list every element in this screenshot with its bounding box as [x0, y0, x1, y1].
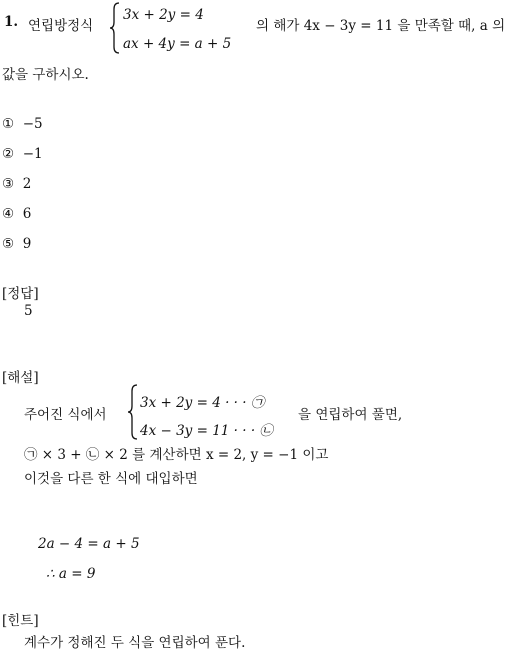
- solution-line2: ㉠ × 3 + ㉡ × 2 를 계산하면 x = 2, y = −1 이고: [24, 447, 329, 463]
- choice-value: −1: [22, 146, 43, 162]
- answer-heading: [정답]: [2, 286, 39, 302]
- solution-system-brace: [128, 384, 138, 440]
- choice-2[interactable]: [2, 146, 43, 162]
- answer-value: 5: [24, 303, 33, 319]
- solution-system-eq1: 3x + 2y = 4 · · · ㉠: [140, 395, 265, 411]
- choice-3[interactable]: [2, 176, 31, 192]
- choice-4[interactable]: [2, 206, 31, 222]
- hint-heading: [힌트]: [2, 613, 39, 629]
- choice-value: 9: [22, 236, 32, 252]
- solution-system-suffix: 을 연립하여 풀면,: [298, 407, 403, 423]
- question-number: 1.: [4, 14, 19, 30]
- choice-marker: ④: [2, 206, 15, 222]
- question-prefix: 연립방정식: [28, 18, 94, 34]
- choice-marker: ⑤: [2, 236, 15, 252]
- solution-eq1: 2a − 4 = a + 5: [38, 536, 140, 552]
- choice-5[interactable]: [2, 236, 31, 252]
- hint-text: 계수가 정해진 두 식을 연립하여 푼다.: [24, 635, 246, 651]
- solution-heading: [해설]: [2, 370, 39, 386]
- question-system-eq1: 3x + 2y = 4: [123, 7, 204, 23]
- choice-value: 2: [22, 176, 32, 192]
- solution-eq2: ∴ a = 9: [46, 566, 96, 582]
- question-condition: 의 해가 4x − 3y = 11 을 만족할 때, a 의: [256, 18, 506, 34]
- question-line2: 값을 구하시오.: [2, 67, 89, 83]
- question-system-eq2: ax + 4y = a + 5: [123, 36, 232, 52]
- solution-system-eq2: 4x − 3y = 11 · · · ㉡: [140, 423, 273, 439]
- choice-1[interactable]: [2, 116, 43, 132]
- choice-marker: ②: [2, 146, 15, 162]
- question-system-brace: [110, 2, 120, 54]
- solution-intro: 주어진 식에서: [24, 407, 107, 423]
- choice-value: −5: [22, 116, 43, 132]
- choice-value: 6: [22, 206, 32, 222]
- solution-line3: 이것을 다른 한 식에 대입하면: [24, 471, 198, 487]
- choice-marker: ①: [2, 116, 15, 132]
- choice-marker: ③: [2, 176, 15, 192]
